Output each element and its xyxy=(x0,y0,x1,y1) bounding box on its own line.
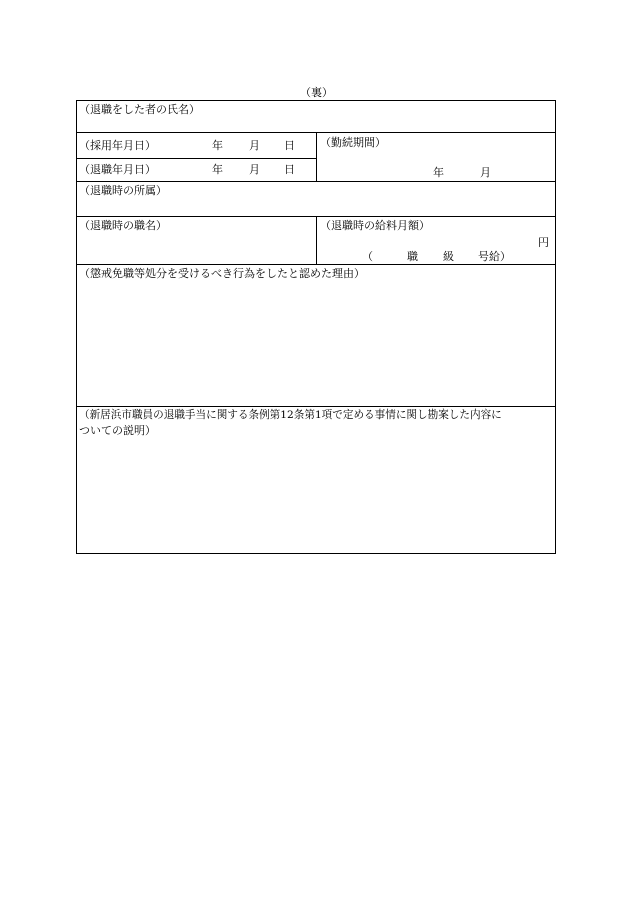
name-label: （退職をした者の氏名） xyxy=(79,103,200,116)
divider-position xyxy=(316,216,317,265)
service-month-unit: 月 xyxy=(480,166,491,179)
service-period-label: （勤続期間） xyxy=(320,136,386,149)
border-right xyxy=(555,100,556,554)
border-left xyxy=(76,100,77,554)
reason-label: （懲戒免職等処分を受けるべき行為をしたと認めた理由） xyxy=(79,267,365,280)
grade-open-paren: （ xyxy=(362,250,373,263)
retire-day-unit: 日 xyxy=(284,163,295,176)
border-bottom xyxy=(76,553,556,554)
retire-date-label: （退職年月日） xyxy=(79,163,156,176)
hire-month-unit: 月 xyxy=(249,139,260,152)
yen-unit: 円 xyxy=(538,236,549,249)
grade-kyu: 級 xyxy=(443,250,454,263)
explanation-label-line1: （新居浜市職員の退職手当に関する条例第12条第1項で定める事情に関し勘案した内容に xyxy=(79,409,502,421)
salary-label: （退職時の給料月額） xyxy=(320,219,430,232)
retire-month-unit: 月 xyxy=(249,163,260,176)
explanation-label-line2: ついての説明） xyxy=(79,424,156,437)
affiliation-label: （退職時の所属） xyxy=(79,184,167,197)
rule-6 xyxy=(76,406,556,407)
grade-shoku: 職 xyxy=(407,250,418,263)
retire-year-unit: 年 xyxy=(212,163,223,176)
hire-date-label: （採用年月日） xyxy=(79,139,156,152)
position-label: （退職時の職名） xyxy=(79,219,167,232)
grade-gokyu: 号給） xyxy=(478,250,511,263)
page-label: （裏） xyxy=(300,86,333,99)
hire-year-unit: 年 xyxy=(212,139,223,152)
service-year-unit: 年 xyxy=(433,166,444,179)
border-top xyxy=(76,100,556,101)
divider-dates xyxy=(316,132,317,182)
hire-day-unit: 日 xyxy=(284,139,295,152)
rule-2 xyxy=(76,158,316,159)
